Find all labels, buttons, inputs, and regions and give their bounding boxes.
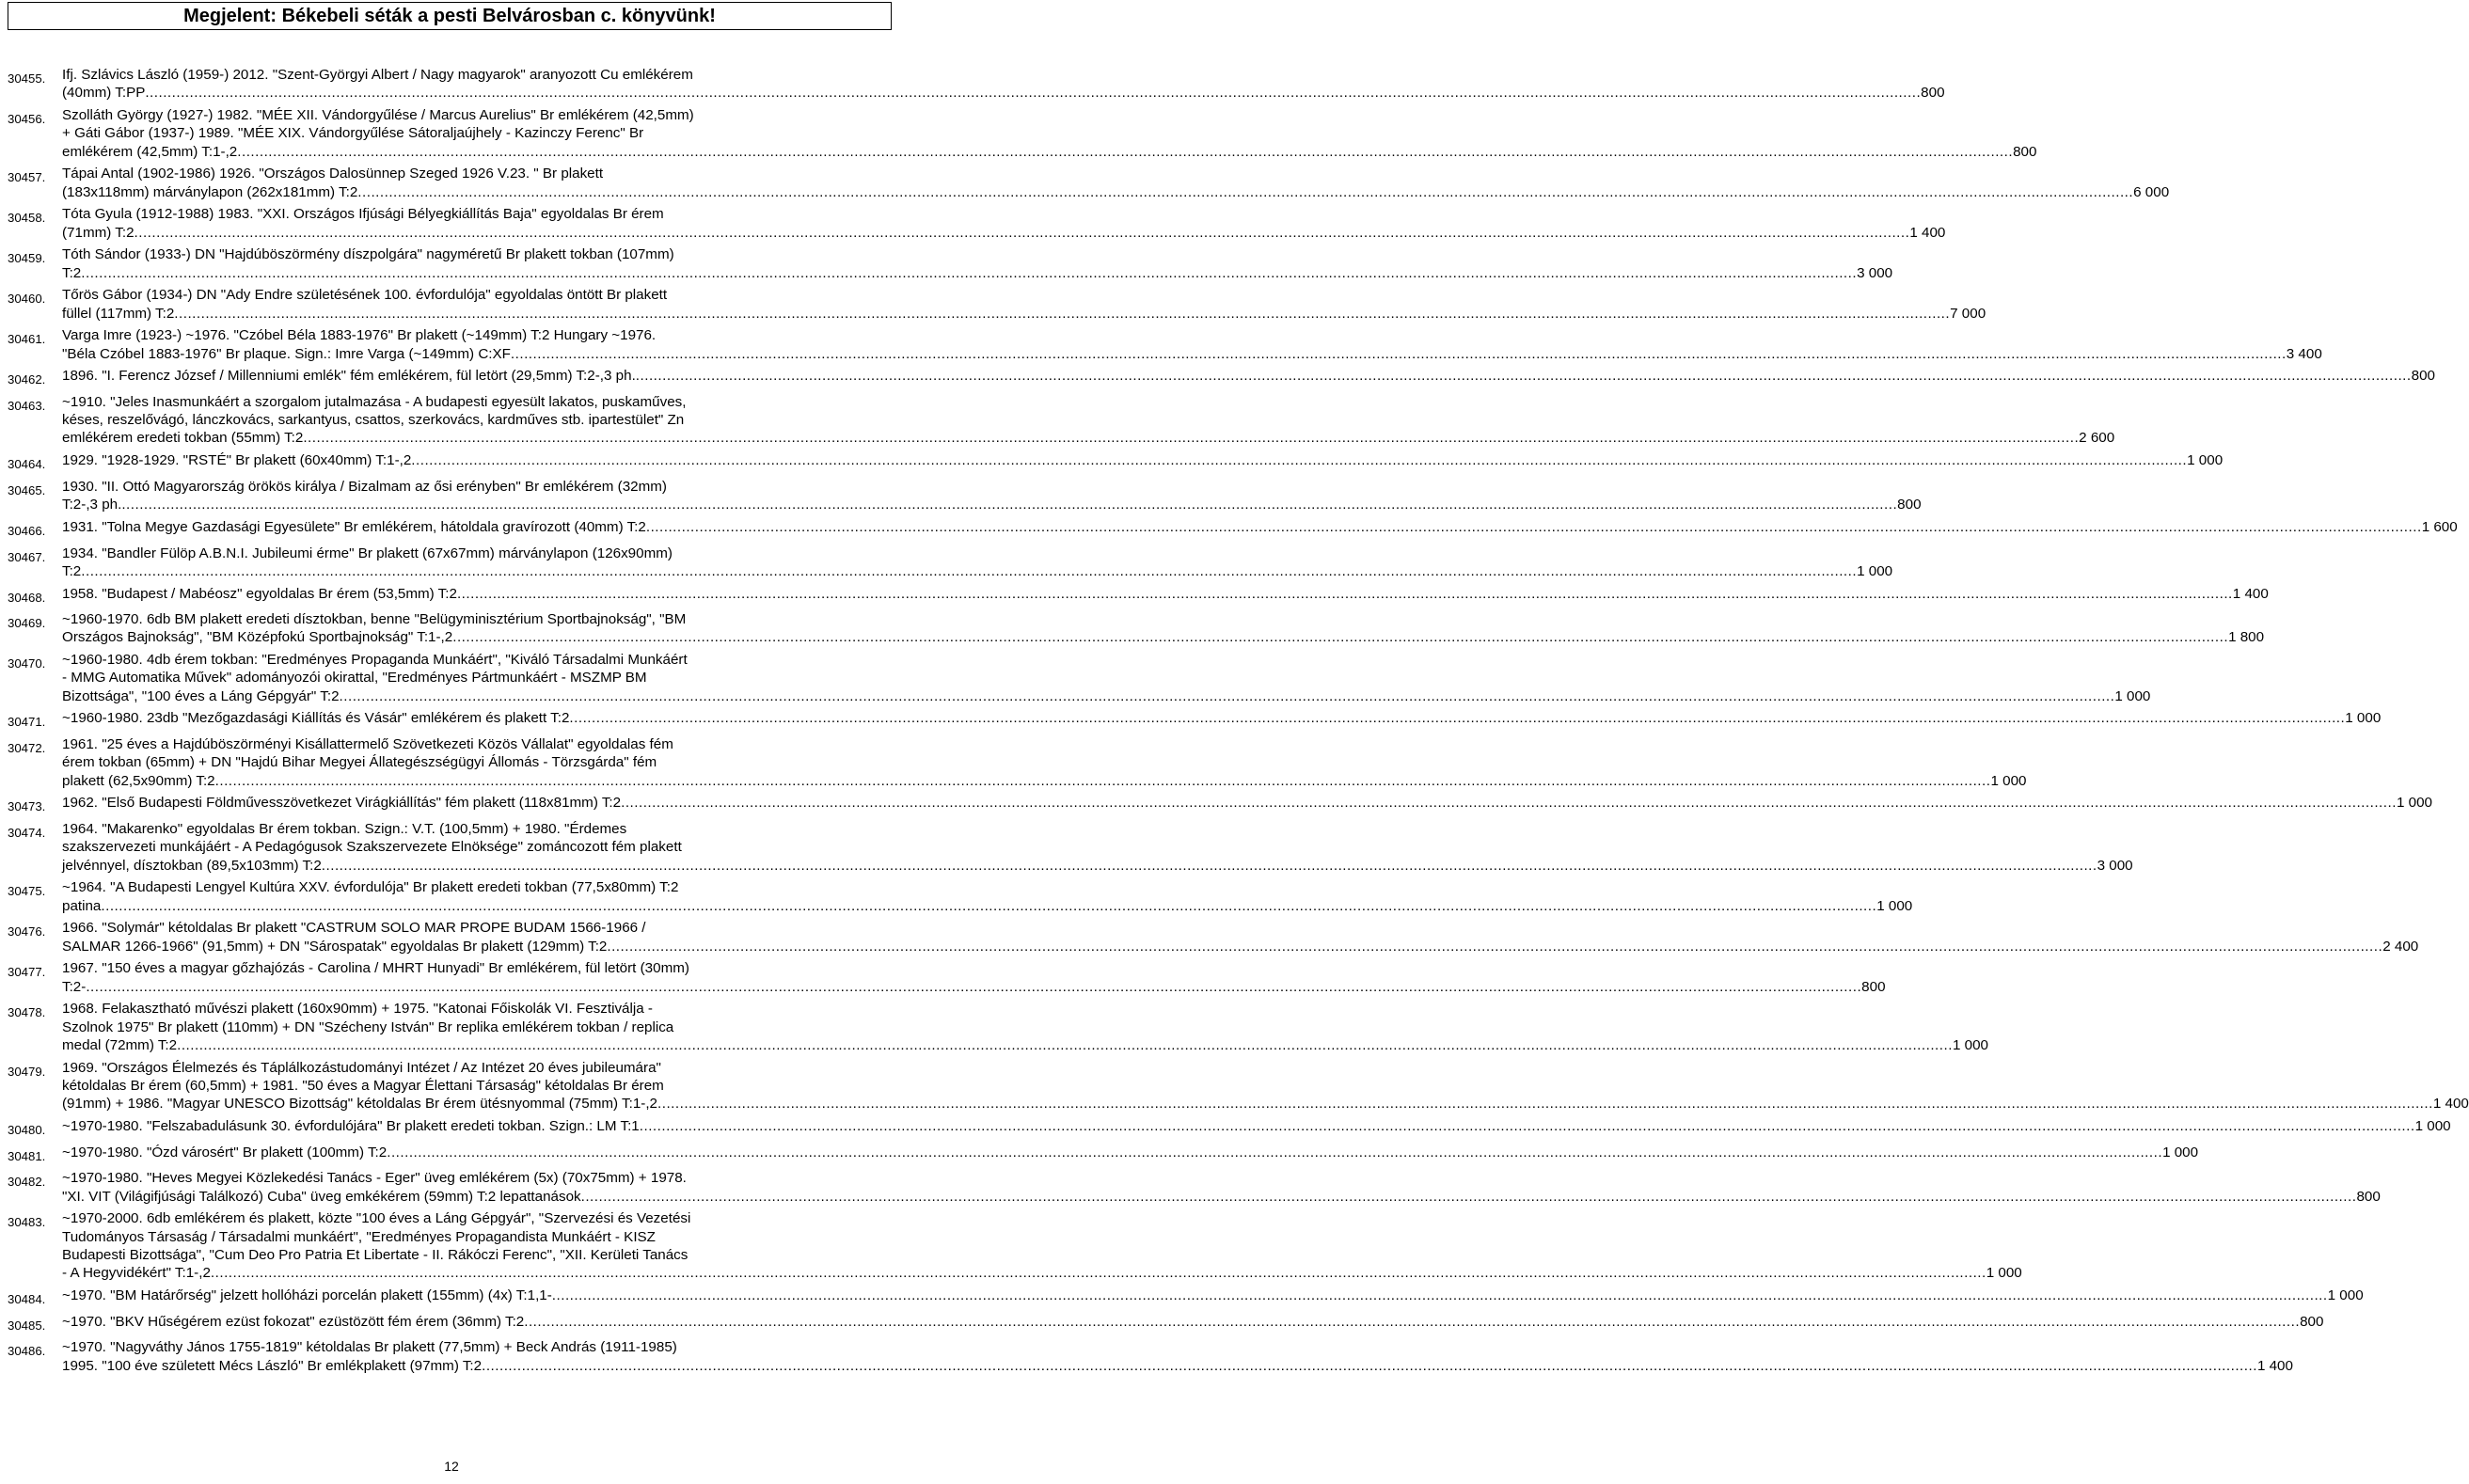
lot-description-text: 1995. "100 éve született Mécs László" Br emlékplakett (97mm) T:2 bbox=[62, 1357, 483, 1374]
lot-entry bbox=[8, 1000, 1988, 1054]
lot-description-line bbox=[62, 367, 2435, 385]
lot-description bbox=[62, 66, 1945, 103]
lot-description-line bbox=[62, 628, 2265, 646]
lot-number: 30476. bbox=[8, 924, 46, 939]
lot-description-line bbox=[62, 857, 2133, 875]
lot-description-text: (183x118mm) márványlapon (262x181mm) T:2 bbox=[62, 183, 358, 200]
lot-number: 30457. bbox=[8, 170, 46, 185]
lot-price: 2 400 bbox=[2382, 938, 2419, 955]
lot-description-line: - MMG Automatika Művek" adományozói okirattal, "Eredményes Pártmunkáért - MSZMP BM bbox=[62, 670, 647, 687]
lot-description bbox=[62, 794, 2432, 812]
lot-description-text: ~1970. "BM Határőrség" jelzett hollóházi porcelán plakett (155mm) (4x) T:1,1- bbox=[62, 1287, 552, 1303]
lot-description bbox=[62, 106, 2037, 161]
lot-description-line bbox=[62, 305, 1986, 323]
lot-description bbox=[62, 709, 2382, 727]
lot-entry bbox=[8, 165, 2170, 201]
lot-description-text: - A Hegyvidékért" T:1-,2 bbox=[62, 1265, 211, 1282]
lot-description-line bbox=[62, 562, 1893, 580]
lot-price: 3 400 bbox=[2286, 345, 2322, 362]
lot-description bbox=[62, 651, 2151, 705]
dot-leader: ................................................................................................................................................................................................................................................................................................................................................................................................................ bbox=[569, 710, 2346, 727]
lot-number: 30465. bbox=[8, 482, 46, 497]
lot-price: 800 bbox=[1921, 85, 1945, 102]
lot-description-line bbox=[62, 1117, 2451, 1135]
lot-description bbox=[62, 165, 2170, 201]
lot-description-text: emlékérem eredeti tokban (55mm) T:2 bbox=[62, 430, 304, 447]
lot-price: 800 bbox=[2013, 143, 2037, 160]
lot-description bbox=[62, 1144, 2199, 1161]
lot-description-text: (71mm) T:2 bbox=[62, 224, 135, 241]
lot-description-text: 1931. "Tolna Megye Gazdasági Egyesülete" Br emlékérem, hátoldala gravírozott (40mm) T:2 bbox=[62, 518, 646, 535]
lot-entry bbox=[8, 106, 2037, 161]
lot-number: 30486. bbox=[8, 1344, 46, 1359]
lot-entry bbox=[8, 1117, 2451, 1139]
lot-description-line: 1961. "25 éves a Hajdúböszörményi Kisállattermelő Szövetkezeti Közös Vállalat" egyoldalas fém bbox=[62, 736, 673, 753]
lot-price: 1 400 bbox=[2432, 1096, 2469, 1113]
lot-number: 30461. bbox=[8, 332, 46, 347]
lot-description-line bbox=[62, 429, 2115, 447]
lot-description-line bbox=[62, 897, 1913, 915]
dot-leader: ................................................................................................................................................................................................................................................................................................................................................................................................................ bbox=[411, 452, 2188, 469]
lot-description-line: késes, reszelővágó, lánczkovács, sarkantyus, csattos, szerkovács, kardműves stb. ipartestület" Zn bbox=[62, 412, 685, 429]
lot-number: 30460. bbox=[8, 292, 46, 307]
lot-description-line: Szolnok 1975" Br plakett (110mm) + DN "Szécheny István" Br replika emlékérem tokban / replica bbox=[62, 1018, 674, 1035]
lot-number: 30463. bbox=[8, 398, 46, 413]
lot-description bbox=[62, 1209, 2022, 1282]
lot-description-line: ~1970. "Nagyváthy János 1755-1819" kétoldalas Br plakett (77,5mm) + Beck András (1911-1985) bbox=[62, 1339, 677, 1356]
lot-description-text: ~1960-1980. 23db "Mezőgazdasági Kiállítás és Vásár" emlékérem és plakett T:2 bbox=[62, 710, 570, 727]
lot-entry bbox=[8, 585, 2269, 607]
dot-leader: ................................................................................................................................................................................................................................................................................................................................................................................................................ bbox=[357, 183, 2134, 200]
lot-description bbox=[62, 518, 2458, 536]
lot-description bbox=[62, 1059, 2469, 1113]
dot-leader: ................................................................................................................................................................................................................................................................................................................................................................................................................ bbox=[580, 1188, 2357, 1205]
lot-description bbox=[62, 205, 1946, 242]
lot-entry bbox=[8, 709, 2382, 731]
lot-description bbox=[62, 286, 1986, 323]
lot-number: 30458. bbox=[8, 211, 46, 226]
dot-leader: ................................................................................................................................................................................................................................................................................................................................................................................................................ bbox=[86, 978, 1862, 995]
dot-leader: ................................................................................................................................................................................................................................................................................................................................................................................................................ bbox=[121, 497, 1898, 513]
lot-description-line: ~1910. "Jeles Inasmunkáért a szorgalom jutalmazása - A budapesti egyesült lakatos, puskaműves, bbox=[62, 393, 687, 410]
lot-description-line: Tőrös Gábor (1934-) DN "Ady Endre születésének 100. évfordulója" egyoldalas öntött Br plakett bbox=[62, 287, 668, 304]
lot-price: 1 600 bbox=[2421, 518, 2458, 535]
lot-description-line: 1967. "150 éves a magyar gőzhajózás - Carolina / MHRT Hunyadi" Br emlékérem, fül letört (30mm) bbox=[62, 960, 689, 977]
lot-entry bbox=[8, 367, 2435, 388]
lot-description bbox=[62, 1287, 2364, 1304]
lot-description bbox=[62, 820, 2133, 875]
lot-entry bbox=[8, 794, 2432, 815]
lot-description-line bbox=[62, 1188, 2381, 1206]
page-number: 12 bbox=[444, 1459, 459, 1474]
lot-description-line bbox=[62, 709, 2382, 727]
lot-price: 800 bbox=[2356, 1188, 2381, 1205]
dot-leader: ................................................................................................................................................................................................................................................................................................................................................................................................................ bbox=[210, 1265, 1986, 1282]
lot-description bbox=[62, 1169, 2381, 1206]
lot-entry bbox=[8, 1209, 2022, 1282]
dot-leader: ................................................................................................................................................................................................................................................................................................................................................................................................................ bbox=[452, 629, 2229, 646]
lot-description bbox=[62, 478, 1922, 514]
lot-entry bbox=[8, 820, 2133, 875]
lot-description-text: T:2 bbox=[62, 264, 82, 281]
lot-number: 30456. bbox=[8, 111, 46, 126]
lot-number: 30483. bbox=[8, 1215, 46, 1230]
lot-description-line: szakszervezeti munkájáért - A Pedagógusok Szakszervezete Elnöksége" zománcozott fém plakett bbox=[62, 839, 682, 856]
lot-description-line: Tóta Gyula (1912-1988) 1983. "XXI. Országos Ifjúsági Bélyegkiállítás Baja" egyoldalas Br érem bbox=[62, 206, 664, 223]
dot-leader: ................................................................................................................................................................................................................................................................................................................................................................................................................ bbox=[482, 1357, 2257, 1374]
lot-number: 30484. bbox=[8, 1291, 46, 1306]
lot-price: 7 000 bbox=[1950, 305, 1986, 322]
lot-description-text: füllel (117mm) T:2 bbox=[62, 305, 175, 322]
lot-description-text: SALMAR 1266-1966" (91,5mm) + DN "Sárospatak" egyoldalas Br plakett (129mm) T:2 bbox=[62, 938, 608, 955]
lot-entry bbox=[8, 878, 1913, 915]
lot-description-line: 1964. "Makarenko" egyoldalas Br érem tokban. Szign.: V.T. (100,5mm) + 1980. "Érdemes bbox=[62, 821, 627, 838]
lot-description-text: medal (72mm) T:2 bbox=[62, 1036, 178, 1053]
lot-description-line bbox=[62, 585, 2269, 603]
lot-description bbox=[62, 610, 2265, 647]
dot-leader: ................................................................................................................................................................................................................................................................................................................................................................................................................ bbox=[510, 345, 2287, 362]
lot-number: 30473. bbox=[8, 799, 46, 814]
lot-description-text: (40mm) T:PP bbox=[62, 85, 146, 102]
dot-leader: ................................................................................................................................................................................................................................................................................................................................................................................................................ bbox=[81, 264, 1858, 281]
lot-description-line bbox=[62, 84, 1945, 102]
dot-leader: ................................................................................................................................................................................................................................................................................................................................................................................................................ bbox=[303, 430, 2080, 447]
dot-leader: ................................................................................................................................................................................................................................................................................................................................................................................................................ bbox=[635, 368, 2412, 385]
lot-entry bbox=[8, 205, 1946, 242]
lot-number: 30468. bbox=[8, 590, 46, 605]
dot-leader: ................................................................................................................................................................................................................................................................................................................................................................................................................ bbox=[101, 897, 1877, 914]
lot-entry bbox=[8, 1313, 2324, 1334]
lot-description-line: 1930. "II. Ottó Magyarország örökös királya / Bizalmam az ősi erényben" Br emlékérem (32mm) bbox=[62, 478, 667, 495]
lot-description-line bbox=[62, 183, 2170, 201]
lot-entry bbox=[8, 610, 2265, 647]
lot-description-line bbox=[62, 264, 1893, 282]
dot-leader: ................................................................................................................................................................................................................................................................................................................................................................................................................ bbox=[456, 585, 2233, 602]
dot-leader: ................................................................................................................................................................................................................................................................................................................................................................................................................ bbox=[177, 1036, 1953, 1053]
lot-number: 30485. bbox=[8, 1318, 46, 1333]
lot-price: 1 000 bbox=[1876, 897, 1913, 914]
lot-description-text: jelvénnyel, dísztokban (89,5x103mm) T:2 bbox=[62, 857, 322, 874]
lot-description bbox=[62, 451, 2224, 469]
lot-description-text: T:2- bbox=[62, 978, 87, 995]
lot-number: 30481. bbox=[8, 1148, 46, 1163]
lot-number: 30480. bbox=[8, 1122, 46, 1137]
lot-description-text: 1896. "I. Ferencz József / Millenniumi emlék" fém emlékérem, fül letört (29,5mm) T:2-,3 ph. bbox=[62, 368, 636, 385]
lot-description bbox=[62, 585, 2269, 603]
lot-number: 30474. bbox=[8, 826, 46, 841]
lot-entry bbox=[8, 1287, 2364, 1308]
lot-description-line: ~1960-1970. 6db BM plakett eredeti dísztokban, benne "Belügyminisztérium Sportbajnokság", "BM bbox=[62, 611, 687, 628]
lot-price: 6 000 bbox=[2133, 183, 2170, 200]
dot-leader: ................................................................................................................................................................................................................................................................................................................................................................................................................ bbox=[607, 938, 2383, 955]
lot-number: 30455. bbox=[8, 71, 46, 86]
dot-leader: ................................................................................................................................................................................................................................................................................................................................................................................................................ bbox=[321, 857, 2097, 874]
lot-description bbox=[62, 1313, 2324, 1331]
lot-entry bbox=[8, 1144, 2199, 1165]
lot-description-text: "XI. VIT (Világifjúsági Találkozó) Cuba" üveg emkékérem (59mm) T:2 lepattanások bbox=[62, 1188, 581, 1205]
lot-description-line: Szolláth György (1927-) 1982. "MÉE XII. Vándorgyűlése / Marcus Aurelius" Br emlékérem (42,5mm) bbox=[62, 106, 694, 123]
lot-price: 1 000 bbox=[2187, 452, 2224, 469]
lot-description bbox=[62, 545, 1893, 581]
banner-text: Megjelent: Békebeli séták a pesti Belvárosban c. könyvünk! bbox=[183, 5, 716, 26]
lot-price: 800 bbox=[1861, 978, 1886, 995]
lot-number: 30478. bbox=[8, 1005, 46, 1020]
lot-price: 1 000 bbox=[2414, 1117, 2451, 1134]
dot-leader: ................................................................................................................................................................................................................................................................................................................................................................................................................ bbox=[621, 795, 2397, 812]
lot-number: 30459. bbox=[8, 251, 46, 266]
lot-description-text: "Béla Czóbel 1883-1976" Br plaque. Sign.: Imre Varga (~149mm) C:XF bbox=[62, 345, 511, 362]
lot-description-line bbox=[62, 1287, 2364, 1304]
lot-number: 30466. bbox=[8, 523, 46, 538]
lot-description-text: Bizottsága", "100 éves a Láng Gépgyár" T:2 bbox=[62, 687, 340, 704]
lot-price: 1 400 bbox=[1909, 224, 1946, 241]
dot-leader: ................................................................................................................................................................................................................................................................................................................................................................................................................ bbox=[214, 772, 1991, 789]
lot-entry bbox=[8, 735, 2027, 790]
dot-leader: ................................................................................................................................................................................................................................................................................................................................................................................................................ bbox=[134, 224, 1910, 241]
lot-description-line bbox=[62, 224, 1946, 242]
lot-description-line bbox=[62, 1095, 2469, 1113]
lot-price: 3 000 bbox=[1857, 264, 1893, 281]
lot-price: 1 000 bbox=[2114, 687, 2151, 704]
lot-description-text: (91mm) + 1986. "Magyar UNESCO Bizottság" kétoldalas Br érem ütésnyommal (75mm) T:1-,2 bbox=[62, 1096, 657, 1113]
lot-number: 30469. bbox=[8, 616, 46, 631]
lot-price: 1 400 bbox=[2232, 585, 2269, 602]
lot-description-text: T:2-,3 ph. bbox=[62, 497, 122, 513]
lot-description-line bbox=[62, 143, 2037, 161]
lot-description-line: kétoldalas Br érem (60,5mm) + 1981. "50 éves a Magyar Élettani Társaság" kétoldalas Br érem bbox=[62, 1077, 664, 1094]
lot-price: 800 bbox=[1897, 497, 1922, 513]
lot-entry bbox=[8, 1059, 2469, 1113]
lot-price: 1 000 bbox=[2396, 795, 2432, 812]
lot-number: 30471. bbox=[8, 715, 46, 730]
lot-number: 30482. bbox=[8, 1175, 46, 1190]
lot-price: 1 000 bbox=[1952, 1036, 1988, 1053]
lot-description-line: Varga Imre (1923-) ~1976. "Czóbel Béla 1883-1976" Br plakett (~149mm) T:2 Hungary ~1976. bbox=[62, 327, 657, 344]
lot-description-line bbox=[62, 938, 2419, 955]
lot-entry bbox=[8, 478, 1922, 514]
lot-price: 1 000 bbox=[2345, 710, 2382, 727]
lot-price: 1 000 bbox=[2162, 1144, 2199, 1160]
dot-leader: ................................................................................................................................................................................................................................................................................................................................................................................................................ bbox=[551, 1287, 2328, 1303]
lot-description bbox=[62, 326, 2322, 363]
lot-description-line: Tudományos Társaság / Társadalmi munkáért", "Eredményes Propagandista Munkáért - KISZ bbox=[62, 1228, 656, 1245]
lot-price: 800 bbox=[2300, 1313, 2324, 1330]
lot-price: 1 000 bbox=[1990, 772, 2027, 789]
lot-list bbox=[8, 66, 2469, 1379]
lot-entry bbox=[8, 518, 2458, 540]
lot-description-line: 1968. Felakasztható művészi plakett (160x90mm) + 1975. "Katonai Főiskolák VI. Fesztiválja - bbox=[62, 1001, 653, 1018]
lot-description-line bbox=[62, 345, 2322, 363]
lot-description-line: 1934. "Bandler Fülöp A.B.N.I. Jubileumi érme" Br plakett (67x67mm) márványlapon (126x90mm) bbox=[62, 545, 673, 561]
lot-description-line: 1966. "Solymár" kétoldalas Br plakett "CASTRUM SOLO MAR PROPE BUDAM 1566-1966 / bbox=[62, 920, 646, 937]
lot-description-line: ~1970-1980. "Heves Megyei Közlekedési Tanács - Eger" üveg emlékérem (5x) (70x75mm) + 1978. bbox=[62, 1170, 687, 1187]
lot-entry bbox=[8, 545, 1893, 581]
lot-description-line bbox=[62, 496, 1922, 513]
lot-entry bbox=[8, 1338, 2293, 1375]
lot-description-line bbox=[62, 772, 2027, 790]
lot-price: 1 400 bbox=[2256, 1357, 2293, 1374]
lot-description bbox=[62, 878, 1913, 915]
lot-description-text: ~1970-1980. "Felszabadulásunk 30. évfordulójára" Br plakett eredeti tokban. Szign.: LM T:1 bbox=[62, 1117, 640, 1134]
lot-description-text: patina bbox=[62, 897, 102, 914]
lot-description-text: ~1970. "BKV Hűségérem ezüst fokozat" ezüstözött fém érem (36mm) T:2 bbox=[62, 1313, 525, 1330]
lot-description-text: Országos Bajnokság", "BM Középfokú Sportbajnokság" T:1-,2 bbox=[62, 629, 453, 646]
dot-leader: ................................................................................................................................................................................................................................................................................................................................................................................................................ bbox=[645, 518, 2422, 535]
lot-number: 30467. bbox=[8, 549, 46, 564]
lot-description-line bbox=[62, 518, 2458, 536]
lot-description-line bbox=[62, 1264, 2022, 1282]
lot-number: 30477. bbox=[8, 965, 46, 980]
lot-description-text: 1958. "Budapest / Mabéosz" egyoldalas Br érem (53,5mm) T:2 bbox=[62, 585, 457, 602]
lot-number: 30479. bbox=[8, 1064, 46, 1079]
lot-entry bbox=[8, 1169, 2381, 1206]
lot-entry bbox=[8, 393, 2115, 448]
lot-description-line bbox=[62, 978, 1886, 996]
lot-description bbox=[62, 1117, 2451, 1135]
lot-description-line: 1969. "Országos Élelmezés és Táplálkozástudományi Intézet / Az Intézet 20 éves jubileumára" bbox=[62, 1059, 661, 1076]
lot-entry bbox=[8, 245, 1893, 282]
lot-description-line: ~1960-1980. 4db érem tokban: "Eredményes Propaganda Munkáért", "Kiváló Társadalmi Munkáért bbox=[62, 652, 688, 669]
lot-description-text: emlékérem (42,5mm) T:1-,2 bbox=[62, 143, 238, 160]
lot-description bbox=[62, 735, 2027, 790]
lot-description bbox=[62, 919, 2419, 955]
lot-description-line: ~1964. "A Budapesti Lengyel Kultúra XXV. évfordulója" Br plakett eredeti tokban (77,5x80mm) T:2 bbox=[62, 879, 679, 896]
dot-leader: ................................................................................................................................................................................................................................................................................................................................................................................................................ bbox=[145, 85, 1922, 102]
lot-description bbox=[62, 1000, 1988, 1054]
lot-entry bbox=[8, 959, 1886, 996]
lot-description bbox=[62, 367, 2435, 385]
lot-description-line bbox=[62, 794, 2432, 812]
dot-leader: ................................................................................................................................................................................................................................................................................................................................................................................................................ bbox=[639, 1117, 2415, 1134]
lot-description-line bbox=[62, 687, 2151, 705]
lot-entry bbox=[8, 651, 2151, 705]
lot-entry bbox=[8, 66, 1945, 103]
dot-leader: ................................................................................................................................................................................................................................................................................................................................................................................................................ bbox=[657, 1096, 2433, 1113]
lot-description-text: 1929. "1928-1929. "RSTÉ" Br plakett (60x40mm) T:1-,2 bbox=[62, 452, 412, 469]
lot-description bbox=[62, 959, 1886, 996]
lot-price: 1 800 bbox=[2228, 629, 2265, 646]
lot-description-line bbox=[62, 1357, 2293, 1375]
lot-description-text: 1962. "Első Budapesti Földművesszövetkezet Virágkiállítás" fém plakett (118x81mm) T:2 bbox=[62, 795, 622, 812]
dot-leader: ................................................................................................................................................................................................................................................................................................................................................................................................................ bbox=[237, 143, 2014, 160]
lot-entry bbox=[8, 451, 2224, 473]
dot-leader: ................................................................................................................................................................................................................................................................................................................................................................................................................ bbox=[174, 305, 1951, 322]
lot-number: 30462. bbox=[8, 372, 46, 387]
lot-price: 1 000 bbox=[2327, 1287, 2364, 1303]
dot-leader: ................................................................................................................................................................................................................................................................................................................................................................................................................ bbox=[81, 562, 1858, 579]
lot-description-line: Ifj. Szlávics László (1959-) 2012. "Szent-Györgyi Albert / Nagy magyarok" aranyozott Cu emlékérem bbox=[62, 67, 693, 83]
lot-description-line bbox=[62, 451, 2224, 469]
lot-description-text: plakett (62,5x90mm) T:2 bbox=[62, 772, 215, 789]
announcement-banner bbox=[8, 2, 892, 30]
lot-description bbox=[62, 393, 2115, 448]
lot-description-line bbox=[62, 1313, 2324, 1331]
lot-description-line bbox=[62, 1144, 2199, 1161]
lot-entry bbox=[8, 326, 2322, 363]
lot-price: 2 600 bbox=[2079, 430, 2115, 447]
lot-price: 1 000 bbox=[1986, 1265, 2022, 1282]
lot-description bbox=[62, 245, 1893, 282]
lot-description-line bbox=[62, 1036, 1988, 1054]
lot-number: 30472. bbox=[8, 741, 46, 756]
lot-entry bbox=[8, 919, 2419, 955]
lot-description-line: + Gáti Gábor (1937-) 1989. "MÉE XIX. Vándorgyűlése Sátoraljaújhely - Kazinczy Ferenc" Br bbox=[62, 125, 644, 142]
lot-description-text: ~1970-1980. "Ózd városért" Br plakett (100mm) T:2 bbox=[62, 1144, 388, 1160]
lot-description bbox=[62, 1338, 2293, 1375]
lot-number: 30464. bbox=[8, 457, 46, 472]
lot-description-text: T:2 bbox=[62, 562, 82, 579]
lot-description-line: Tápai Antal (1902-1986) 1926. "Országos Dalosünnep Szeged 1926 V.23. " Br plakett bbox=[62, 166, 604, 182]
lot-price: 1 000 bbox=[1857, 562, 1893, 579]
lot-description-line: ~1970-2000. 6db emlékérem és plakett, közte "100 éves a Láng Gépgyár", "Szervezési és Vezetési bbox=[62, 1210, 691, 1227]
dot-leader: ................................................................................................................................................................................................................................................................................................................................................................................................................ bbox=[339, 687, 2115, 704]
dot-leader: ................................................................................................................................................................................................................................................................................................................................................................................................................ bbox=[387, 1144, 2163, 1160]
lot-description-line: Tóth Sándor (1933-) DN "Hajdúböszörmény díszpolgára" nagyméretű Br plakett tokban (107mm) bbox=[62, 246, 674, 263]
dot-leader: ................................................................................................................................................................................................................................................................................................................................................................................................................ bbox=[524, 1313, 2301, 1330]
lot-entry bbox=[8, 286, 1986, 323]
lot-price: 3 000 bbox=[2097, 857, 2133, 874]
lot-price: 800 bbox=[2411, 368, 2435, 385]
lot-description-line: Budapesti Bizottsága", "Cum Deo Pro Patria Et Libertate - II. Rákóczi Ferenc", "XII. Kerületi Tanács bbox=[62, 1246, 688, 1263]
lot-description-line: érem tokban (65mm) + DN "Hajdú Bihar Megyei Állategészségügyi Állomás - Törzsgárda" fém bbox=[62, 754, 657, 771]
lot-number: 30470. bbox=[8, 656, 46, 671]
lot-number: 30475. bbox=[8, 884, 46, 899]
